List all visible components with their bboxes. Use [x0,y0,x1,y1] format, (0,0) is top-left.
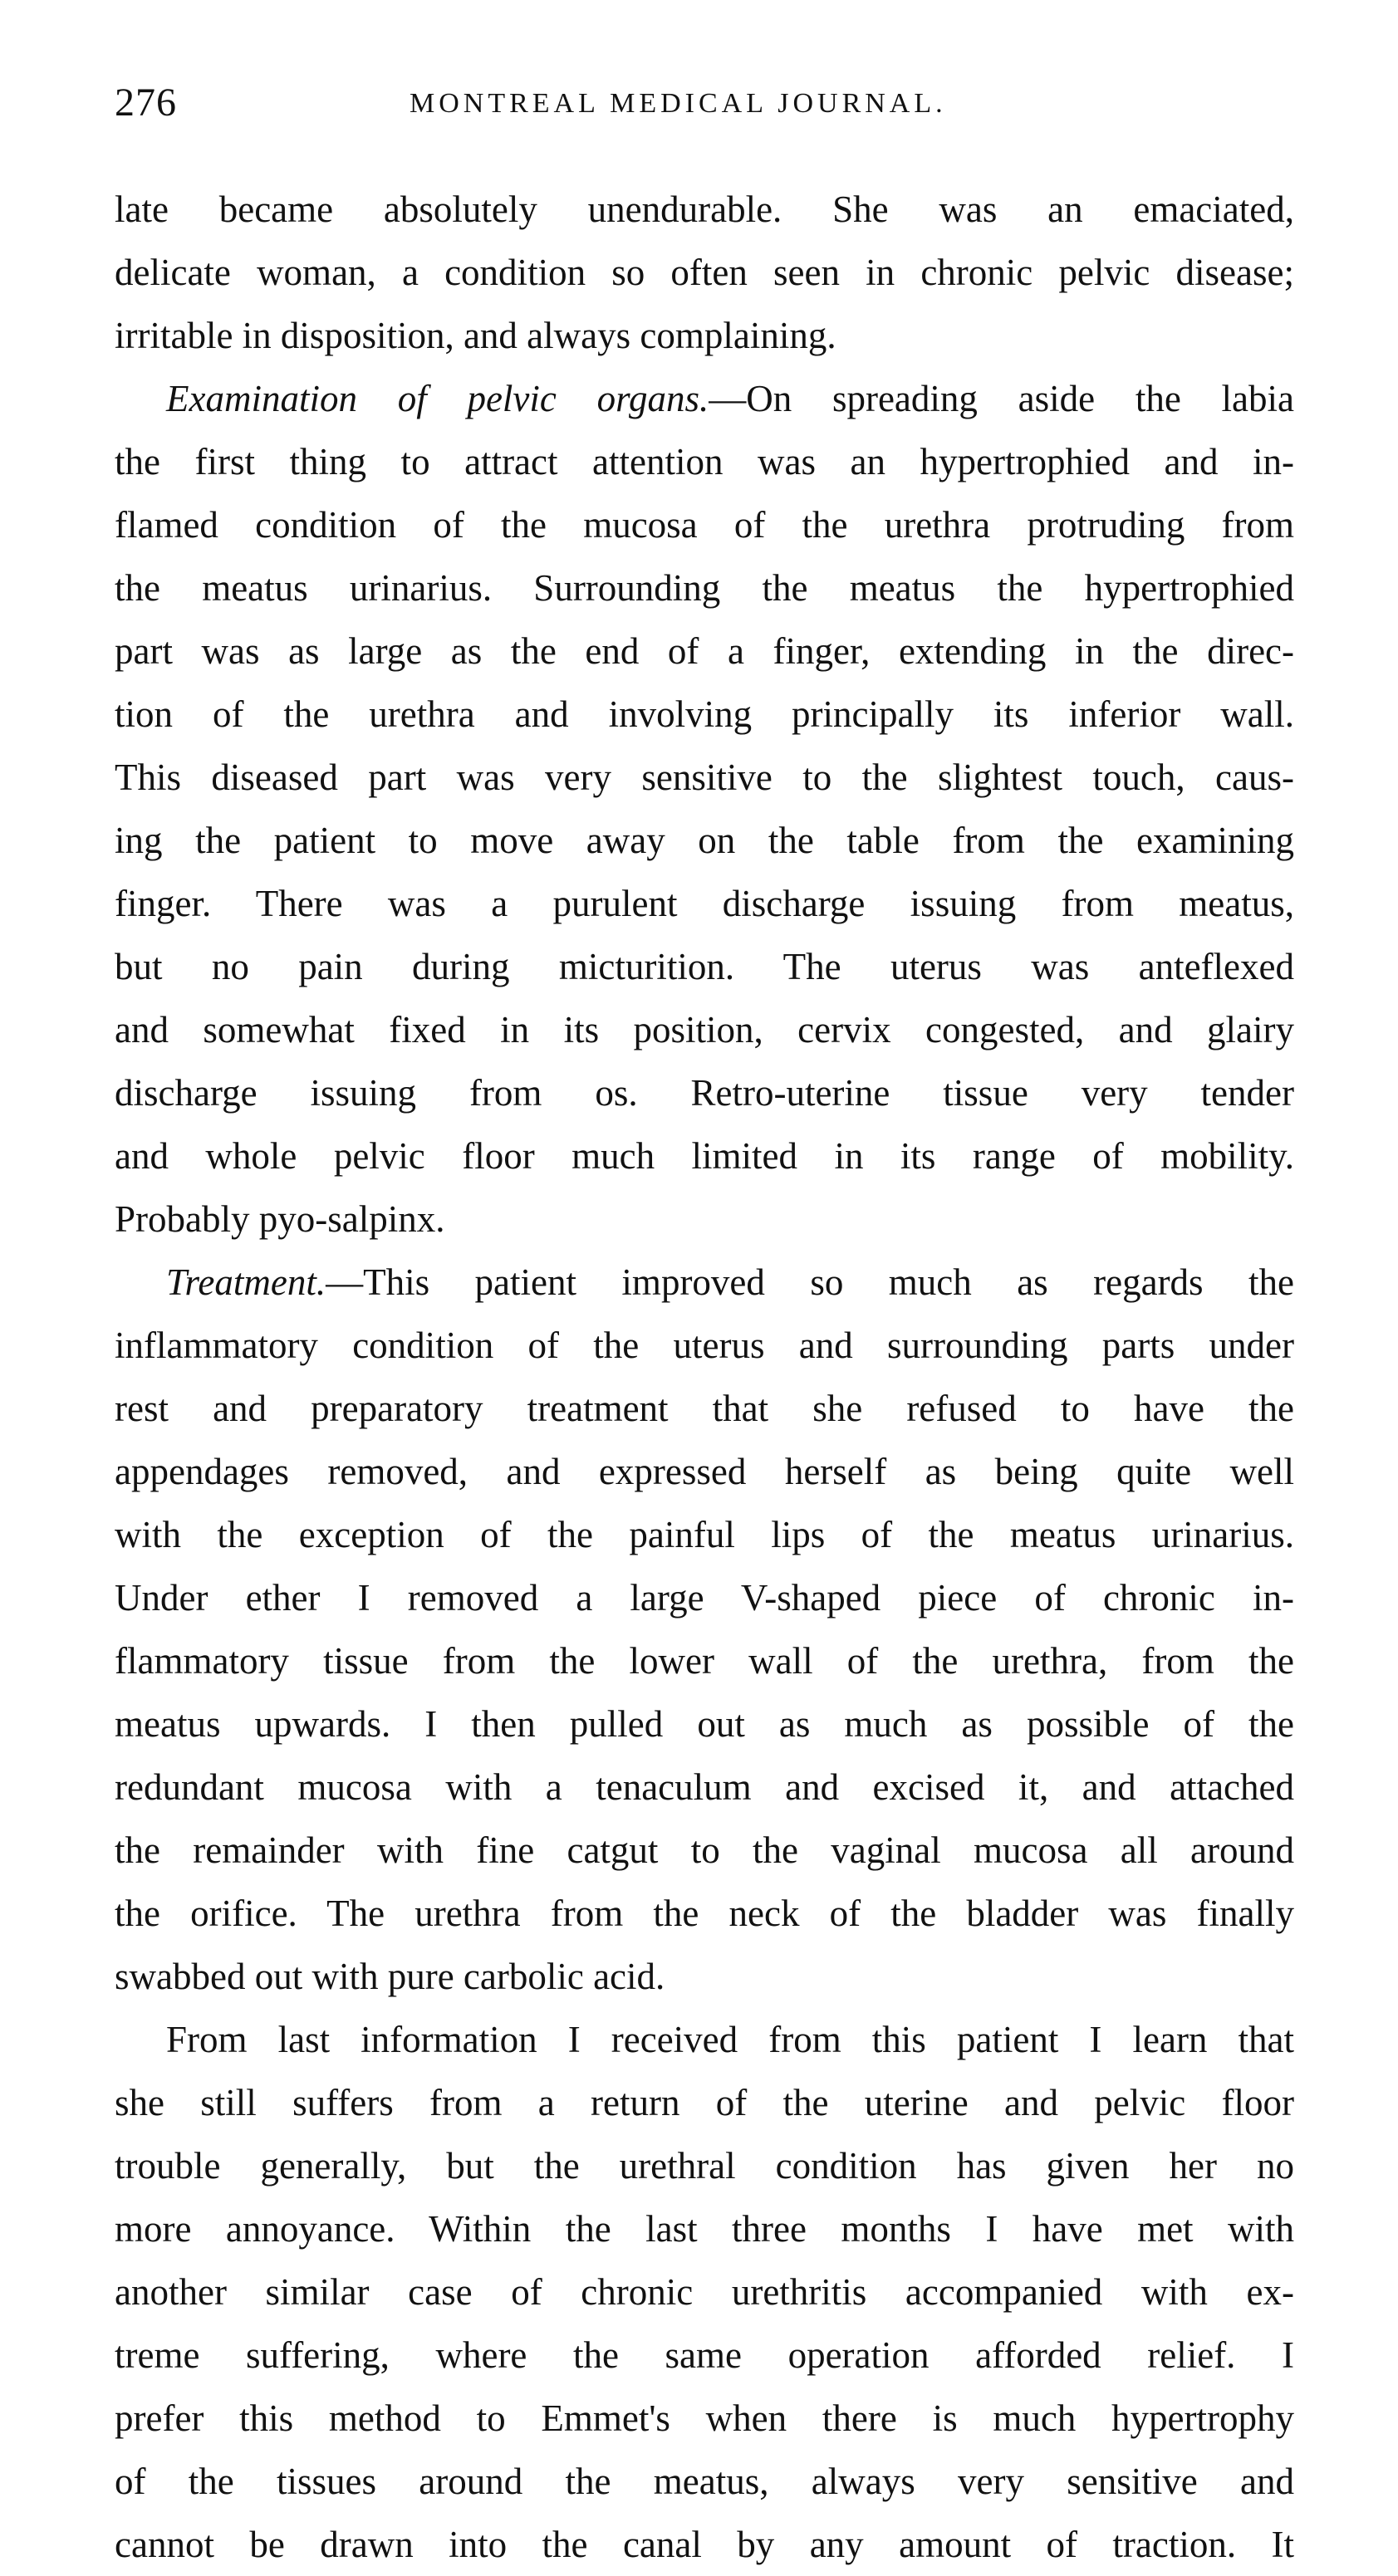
text-line: part was as large as the end of a finger, extending in the direc- [115,630,1294,672]
text-line: more annoyance. Within the last three months I have met with [115,2208,1294,2250]
text-line: late became absolutely unendurable. She was an emaciated, [115,189,1294,230]
page-number: 276 [115,81,177,125]
text-line: of the tissues around the meatus, always very sensitive and [115,2461,1294,2502]
text-line: From last information I received from this patient I learn that [166,2019,1294,2060]
text-line: irritable in disposition, and always complaining. [115,315,836,356]
text-line: This diseased part was very sensitive to the slightest touch, caus- [115,757,1294,798]
text-line: Probably pyo-salpinx. [115,1198,445,1240]
heading-rest: —On spreading aside the labia [709,378,1294,419]
text-line: the remainder with fine catgut to the vaginal mucosa all around [115,1829,1294,1871]
text-line: with the exception of the painful lips of the meatus urinarius. [115,1514,1294,1555]
text-line: Under ether I removed a large V-shaped piece of chronic in- [115,1577,1294,1619]
text-line: and whole pelvic floor much limited in its range of mobility. [115,1135,1294,1177]
heading-rest: —This patient improved so much as regards the [326,1261,1294,1303]
text-line: finger. There was a purulent discharge issuing from meatus, [115,883,1294,924]
text-line: delicate woman, a condition so often seen in chronic pelvic disease; [115,252,1294,293]
text-line: discharge issuing from os. Retro-uterine tissue very tender [115,1072,1294,1114]
text-line: trouble generally, but the urethral condition has given her no [115,2145,1294,2187]
text-line: but no pain during micturition. The uterus was anteflexed [115,946,1294,987]
text-line: the meatus urinarius. Surrounding the meatus the hypertrophied [115,567,1294,609]
text-line: flammatory tissue from the lower wall of the urethra, from the [115,1640,1294,1682]
text-line: and somewhat fixed in its position, cervix congested, and glairy [115,1009,1294,1050]
text-line: inflammatory condition of the uterus and surrounding parts under [115,1325,1294,1366]
journal-title: MONTREAL MEDICAL JOURNAL. [410,88,947,119]
heading-italic: Treatment. [166,1261,326,1303]
text-line: cannot be drawn into the canal by any amount of traction. It [115,2524,1294,2565]
text-line: appendages removed, and expressed herself as being quite well [115,1451,1294,1492]
text-line: ing the patient to move away on the table from the examining [115,820,1294,861]
section-heading-examination [115,367,1294,430]
text-line: swabbed out with pure carbolic acid. [115,1956,665,1997]
text-line: the orifice. The urethra from the neck of the bladder was finally [115,1893,1294,1934]
text-line: she still suffers from a return of the uterine and pelvic floor [115,2082,1294,2123]
heading-italic: Examination of pelvic organs. [166,378,709,419]
text-line: another similar case of chronic urethritis accompanied with ex- [115,2271,1294,2313]
text-line: rest and preparatory treatment that she refused to have the [115,1388,1294,1429]
text-line: flamed condition of the mucosa of the urethra protruding from [115,504,1294,546]
running-head [115,80,1294,130]
section-heading-treatment [115,1251,1294,1314]
text-line: prefer this method to Emmet's when there is much hypertrophy [115,2397,1294,2439]
text-line: meatus upwards. I then pulled out as much as possible of the [115,1703,1294,1745]
body-text [115,178,1294,2576]
text-line: treme suffering, where the same operation afforded relief. I [115,2334,1294,2376]
text-line: the first thing to attract attention was an hypertrophied and in- [115,441,1294,482]
text-line: redundant mucosa with a tenaculum and excised it, and attached [115,1766,1294,1808]
text-line: tion of the urethra and involving principally its inferior wall. [115,693,1294,735]
